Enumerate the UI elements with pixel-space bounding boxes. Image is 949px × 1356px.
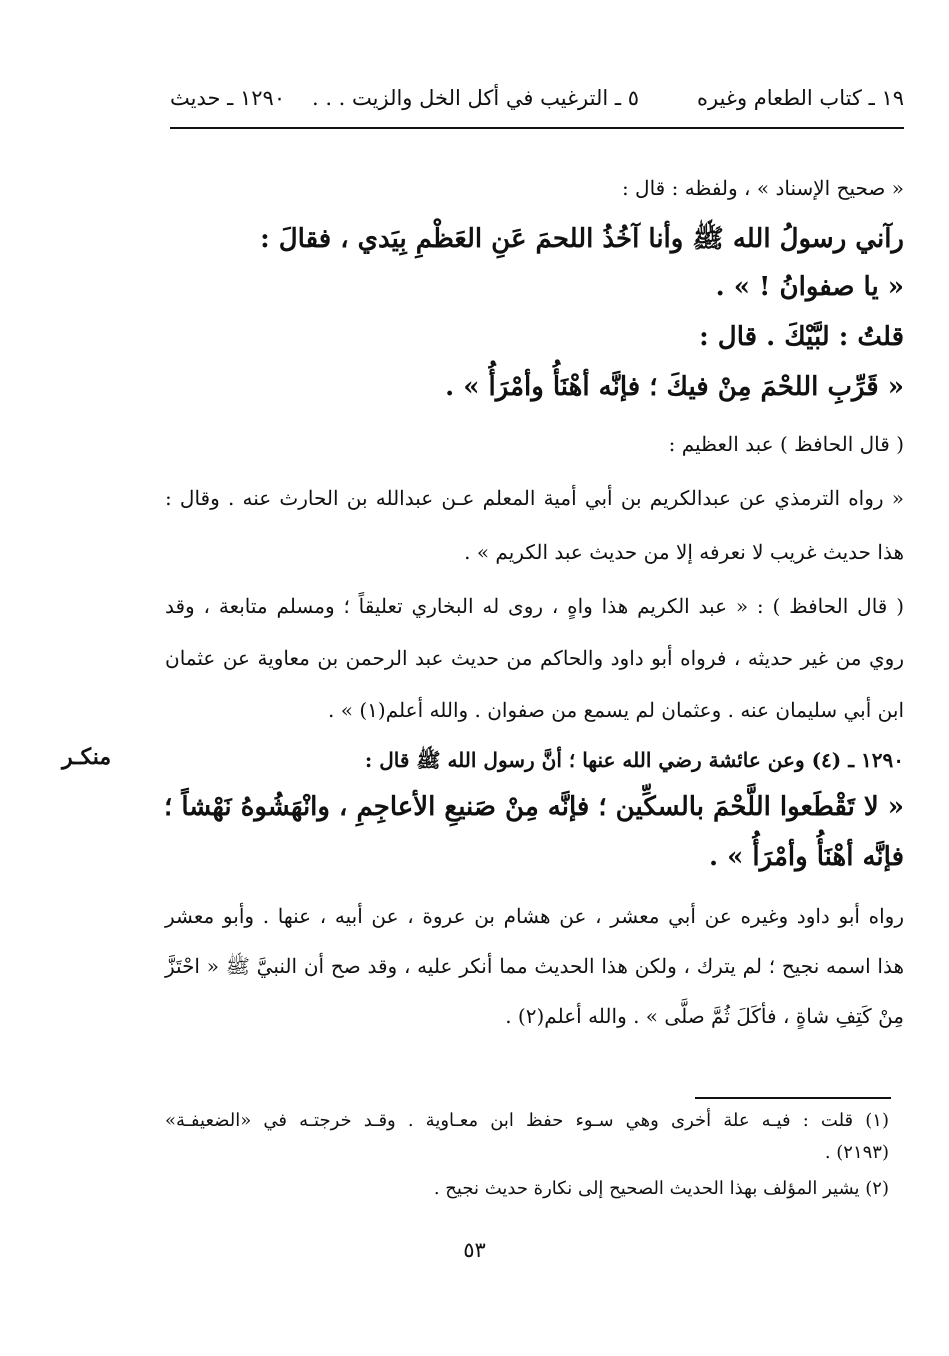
- footnote-divider: [695, 1097, 891, 1099]
- text-line: « رواه الترمذي عن عبدالكريم بن أبي أمية المعلم عـن عبدالله بن الحارث عنه . وقال :: [165, 486, 904, 510]
- text-line: مِنْ كَتِفِ شاةٍ ، فأكَلَ ثُمَّ صلَّى » . والله أعلم(٢) .: [505, 1004, 904, 1028]
- section-title: ٥ ـ الترغيب في أكل الخل والزيت . . .: [311, 86, 639, 110]
- text-line: رواه أبو داود وغيره عن أبي معشر ، عن هشام بن عروة ، عن أبيه ، عنها . وأبو معشر: [165, 904, 904, 928]
- header-divider: [170, 127, 904, 129]
- chapter-title: ١٩ ـ كتاب الطعام وغيره: [697, 86, 904, 110]
- footnote-line: (٢١٩٣) .: [824, 1142, 889, 1163]
- grade-margin-note: منكـر: [62, 744, 112, 770]
- page-number: ٥٣: [463, 1238, 486, 1262]
- footnote-line: (١) قلت : فيـه علة أخرى وهي سـوء حفظ ابن معـاوية . وقـد خرجتـه في «الضعيفـة»: [165, 1110, 889, 1131]
- hadith-heading-line: ١٢٩٠ ـ (٤) وعن عائشة رضي الله عنها ؛ أنَّ رسول الله ﷺ قال :: [364, 748, 904, 772]
- text-line: ابن أبي سليمان عنه . وعثمان لم يسمع من صفوان . والله أعلم(١) » .: [328, 698, 904, 722]
- text-line: « صحيح الإسناد » ، ولفظه : قال :: [621, 176, 904, 200]
- hadith-text-line: فإنَّه أهْنَأُ وأمْرَأُ » .: [708, 842, 904, 872]
- text-line: ( قال الحافظ ) عبد العظيم :: [668, 432, 904, 456]
- hadith-text-line: « يا صفوانُ ! » .: [715, 272, 904, 302]
- hadith-text-line: « قَرِّبِ اللحْمَ مِنْ فيكَ ؛ فإنَّه أهْنَأُ وأمْرَأُ » .: [445, 372, 904, 402]
- hadith-text-line: قلتُ : لبَّيْكَ . قال :: [699, 322, 904, 352]
- footnote-line: (٢) يشير المؤلف بهذا الحديث الصحيح إلى نكارة حديث نجيح .: [433, 1178, 889, 1199]
- hadith-text-line: رآني رسولُ الله ﷺ وأنا آخُذُ اللحمَ عَنِ العَظْمِ بِيَدي ، فقالَ :: [260, 224, 904, 254]
- running-header: [170, 86, 904, 116]
- text-line: ( قال الحافظ ) : « عبد الكريم هذا واهٍ ، روى له البخاري تعليقاً ؛ ومسلم متابعة ، وقد: [165, 594, 904, 618]
- text-line: هذا اسمه نجيح ؛ لم يترك ، ولكن هذا الحديث مما أنكر عليه ، وقد صح أن النبيَّ ﷺ « احْتَزَّ: [165, 954, 904, 978]
- hadith-text-line: « لا تَقْطَعوا اللَّحْمَ بالسكِّين ؛ فإنَّه مِنْ صَنيعِ الأعاجِمِ ، وانْهَشُوهُ نَهْشاً ؛: [164, 792, 904, 822]
- hadith-reference: ١٢٩٠ ـ حديث: [170, 86, 286, 110]
- text-line: هذا حديث غريب لا نعرفه إلا من حديث عبد الكريم » .: [464, 540, 904, 564]
- text-line: روي من غير حديثه ، فرواه أبو داود والحاكم من حديث عبد الرحمن بن معاوية عن عثمان: [165, 646, 904, 670]
